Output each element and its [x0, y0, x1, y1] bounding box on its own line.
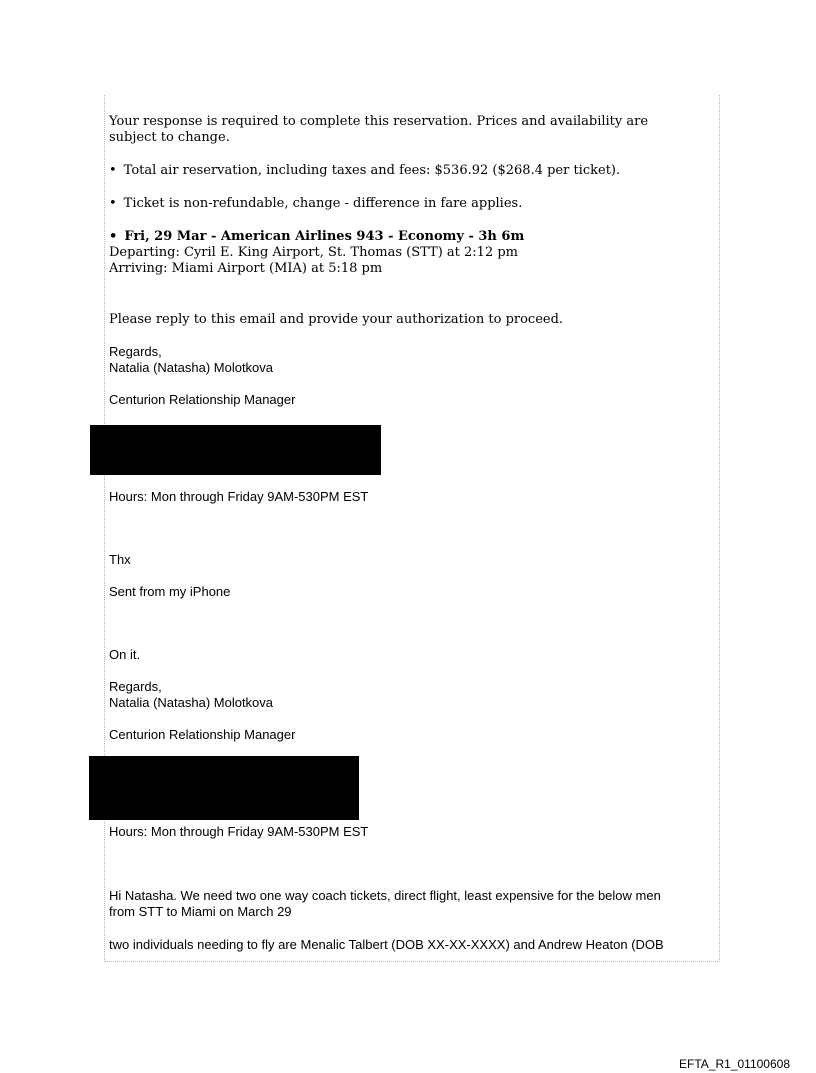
bullet-ticket-terms: • Ticket is non-refundable, change - difference in fare applies. [109, 196, 522, 212]
redaction-block [90, 425, 381, 475]
signature1-hours: Hours: Mon through Friday 9AM-530PM EST [109, 489, 369, 504]
signature2-regards: Regards, [109, 679, 162, 694]
arriving-line: Arriving: Miami Airport (MIA) at 5:18 pm [109, 261, 383, 276]
request-line-3: two individuals needing to fly are Menalic Talbert (DOB XX-XX-XXXX) and Andrew Heaton (DOB [109, 937, 664, 952]
reply1-text: Thx [109, 552, 131, 567]
signature2-title: Centurion Relationship Manager [109, 727, 296, 742]
intro-line-2: subject to change. [109, 130, 230, 145]
request-line-1: Hi Natasha. We need two one way coach tickets, direct flight, least expensive for the below men [109, 888, 661, 903]
document-id: EFTA_R1_01100608 [679, 1057, 790, 1071]
flight-header: • Fri, 29 Mar - American Airlines 943 - Economy - 3h 6m [109, 229, 524, 245]
signature1-title: Centurion Relationship Manager [109, 392, 296, 407]
signature2-hours: Hours: Mon through Friday 9AM-530PM EST [109, 824, 369, 839]
intro-line-1: Your response is required to complete this reservation. Prices and availability are [109, 114, 649, 129]
departing-line: Departing: Cyril E. King Airport, St. Thomas (STT) at 2:12 pm [109, 245, 518, 260]
request-line-2: from STT to Miami on March 29 [109, 904, 292, 919]
signature1-name: Natalia (Natasha) Molotkova [109, 360, 274, 375]
reply1-sent-from: Sent from my iPhone [109, 584, 231, 599]
redaction-block [89, 756, 359, 820]
signature1-regards: Regards, [109, 344, 162, 359]
reply-request: Please reply to this email and provide your authorization to proceed. [109, 312, 564, 327]
signature2-name: Natalia (Natasha) Molotkova [109, 695, 274, 710]
reply2-text: On it. [109, 647, 141, 662]
bullet-total-fare: • Total air reservation, including taxes and fees: $536.92 ($268.4 per ticket). [109, 163, 620, 179]
